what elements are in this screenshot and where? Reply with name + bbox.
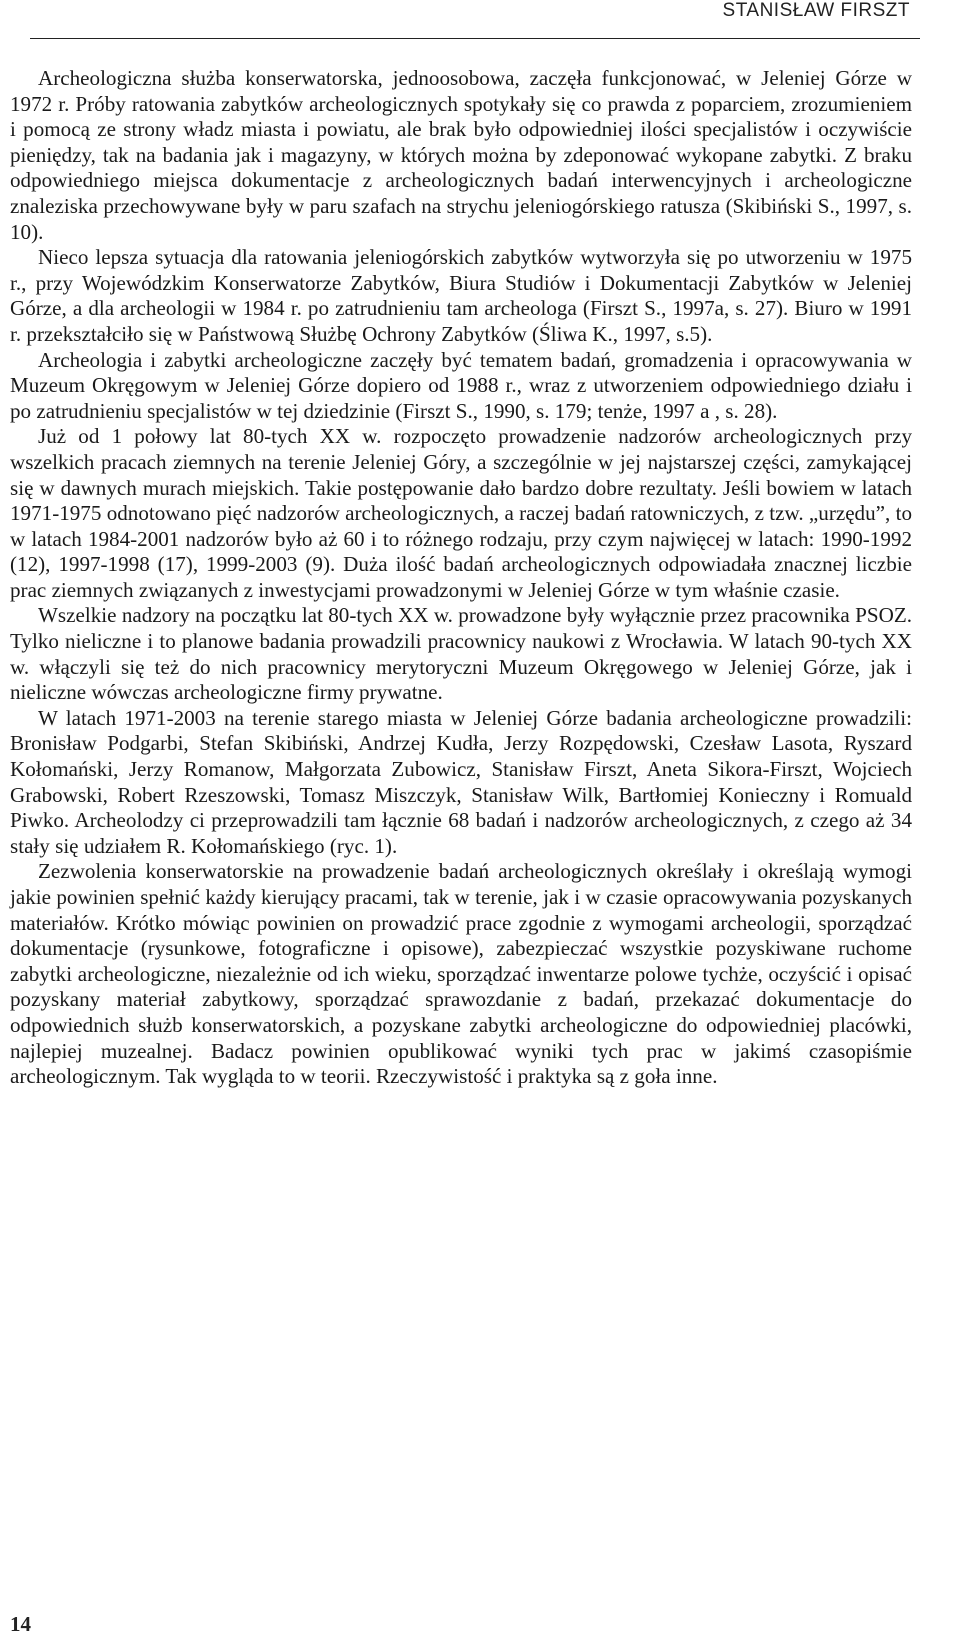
paragraph: Nieco lepsza sytuacja dla ratowania jeleniogórskich zabytków wytworzyła się po utworzeniu w 1975 r., przy Wojewódzkim Konserwatorze Zabytków, Biura Studiów i Dokumentacji Zabytków w Jeleniej Górze, a dla archeologii w 1984 r. po zatrudnieniu tam archeologa (Firszt S., 1997a, s. 27). Biuro w 1991 r. przekształciło się w Państwową Służbę Ochrony Zabytków (Śliwa K., 1997, s.5).	[10, 245, 912, 346]
running-header	[30, 0, 920, 39]
paragraph: W latach 1971-2003 na terenie starego miasta w Jeleniej Górze badania archeologiczne prowadzili: Bronisław Podgarbi, Stefan Skibiński, Andrzej Kudła, Jerzy Rozpędowski, Czesław Lasota, Ryszard Kołomański, Jerzy Romanow, Małgorzata Zubowicz, Stanisław Firszt, Aneta Sikora-Firszt, Wojciech Grabowski, Robert Rzeszowski, Tomasz Miszczyk, Stanisław Wilk, Bartłomiej Konieczny i Romuald Piwko. Archeolodzy ci przeprowadzili tam łącznie 68 badań i nadzorów archeologicznych, z czego aż 34 stały się udziałem R. Kołomańskiego (ryc. 1).	[10, 705, 912, 858]
page-number: 14	[10, 1612, 31, 1636]
running-title: STANISŁAW FIRSZT	[722, 0, 910, 21]
paragraph: Archeologia i zabytki archeologiczne zaczęły być tematem badań, gromadzenia i opracowywania w Muzeum Okręgowym w Jeleniej Górze dopiero od 1988 r., wraz z utworzeniem odpowiedniego działu i po zatrudnieniu specjalistów w tej dziedzinie (Firszt S., 1990, s. 179; tenże, 1997 a , s. 28).	[10, 347, 912, 423]
paragraph: Archeologiczna służba konserwatorska, jednoosobowa, zaczęła funkcjonować, w Jeleniej Górze w 1972 r. Próby ratowania zabytków archeologicznych spotykały się co prawda z poparciem, zrozumieniem i pomocą ze strony władz miasta i powiatu, ale brak było odpowiedniej ilości specjalistów i oczywiście pieniędzy, tak na badania jak i magazyny, w których można by zdeponować wykopane zabytki. Z braku odpowiedniego miejsca dokumentacje z archeologicznych badań interwencyjnych i archeologiczne znaleziska przechowywane były w paru szafach na strychu jeleniogórskiego ratusza (Skibiński S., 1997, s. 10).	[10, 66, 912, 244]
paragraph: Już od 1 połowy lat 80-tych XX w. rozpoczęto prowadzenie nadzorów archeologicznych przy wszelkich pracach ziemnych na terenie Jeleniej Góry, a szczególnie w jej najstarszej części, zamykającej się w dawnych murach miejskich. Takie postępowanie dało bardzo dobre rezultaty. Jeśli bowiem w latach 1971-1975 odnotowano pięć nadzorów archeologicznych, a raczej badań ratowniczych, z tzw. „urzędu”, to w latach 1984-2001 nadzorów było aż 60 i to różnego rodzaju, przy czym najwięcej w latach: 1990-1992 (12), 1997-1998 (17), 1999-2003 (9). Duża ilość badań archeologicznych odpowiadała znacznej liczbie prac ziemnych związanych z inwestycjami prowadzonymi w Jeleniej Górze w tym właśnie czasie.	[10, 424, 912, 602]
paragraph: Zezwolenia konserwatorskie na prowadzenie badań archeologicznych określały i określają wymogi jakie powinien spełnić każdy kierujący pracami, tak w terenie, jak i w czasie opracowywania pozyskanych materiałów. Krótko mówiąc powinien on prowadzić prace zgodnie z wymogami archeologii, sporządzać dokumentacje (rysunkowe, fotograficzne i opisowe), zabezpieczać wszystkie pozyskiwane ruchome zabytki archeologiczne, niezależnie od ich wieku, sporządzać inwentarze polowe tychże, oczyścić i opisać pozyskany materiał zabytkowy, sporządzać sprawozdanie z badań, przekazać dokumentacje do odpowiednich służb konserwatorskich, a pozyskane zabytki archeologiczne do odpowiedniej placówki, najlepiej muzealnej. Badacz powinien opublikować wyniki tych prac w jakimś czasopiśmie archeologicznym. Tak wygląda to w teorii. Rzeczywistość i praktyka są z goła inne.	[10, 859, 912, 1089]
paragraph: Wszelkie nadzory na początku lat 80-tych XX w. prowadzone były wyłącznie przez pracownika PSOZ. Tylko nieliczne i to planowe badania prowadzili pracownicy naukowi z Wrocławia. W latach 90-tych XX w. włączyli się też do nich pracownicy merytoryczni Muzeum Okręgowego w Jeleniej Górze, jak i nieliczne wówczas archeologiczne firmy prywatne.	[10, 603, 912, 705]
body-text	[10, 66, 912, 1090]
